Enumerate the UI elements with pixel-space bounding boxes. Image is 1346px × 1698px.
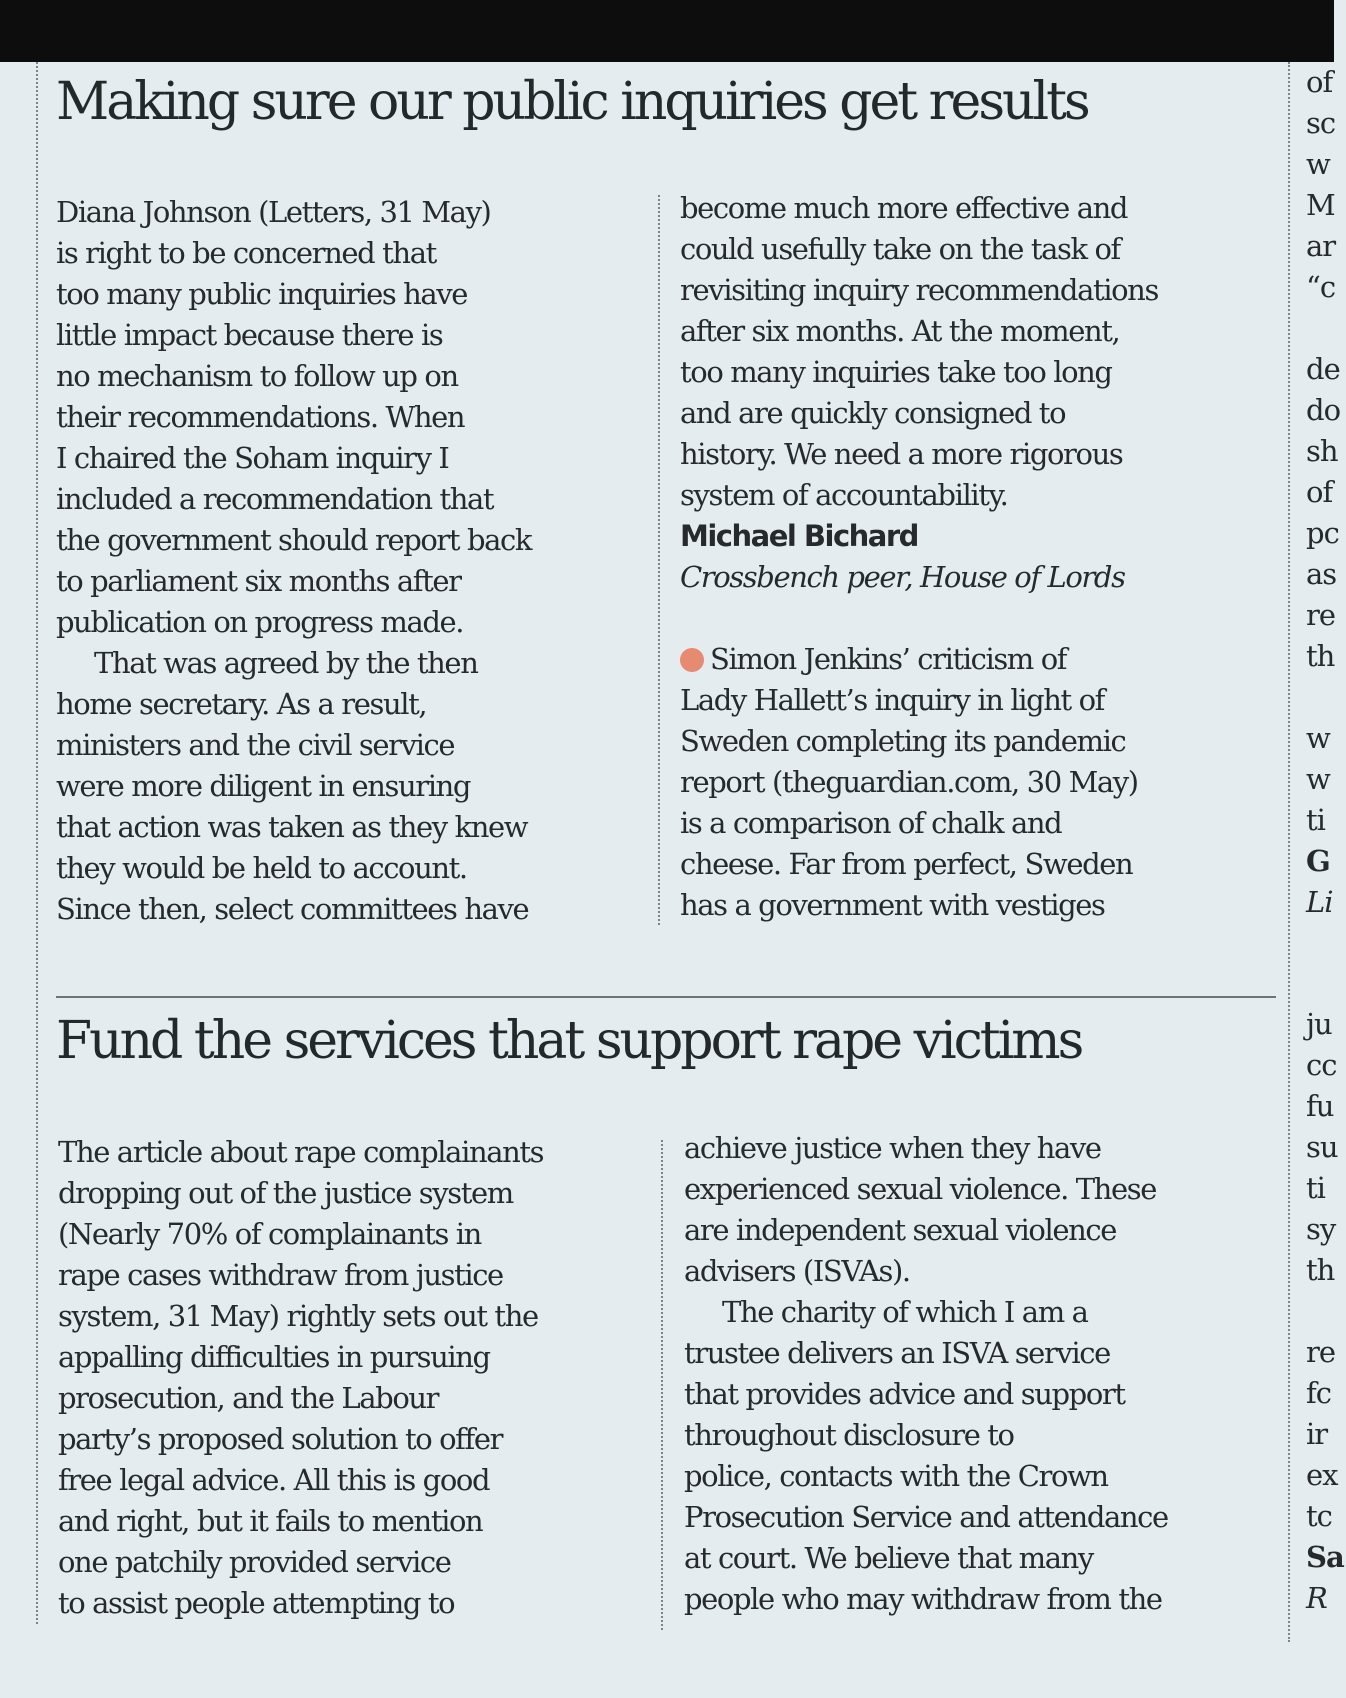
text-line: home secretary. As a result, bbox=[56, 687, 427, 721]
text-fragment: su bbox=[1306, 1130, 1338, 1164]
text-line: police, contacts with the Crown bbox=[684, 1459, 1108, 1493]
text-line: is a comparison of chalk and bbox=[680, 806, 1062, 840]
text-fragment: ti bbox=[1306, 803, 1325, 837]
letter-author-role: Crossbench peer, House of Lords bbox=[680, 560, 1125, 594]
text-line: rape cases withdraw from justice bbox=[58, 1258, 503, 1292]
text-fragment: ir bbox=[1306, 1417, 1328, 1451]
text-line: system, 31 May) rightly sets out the bbox=[58, 1299, 538, 1333]
letter1-column-1 bbox=[56, 192, 656, 930]
text-line: no mechanism to follow up on bbox=[56, 359, 458, 393]
text-line: cheese. Far from perfect, Sweden bbox=[680, 847, 1133, 881]
text-line: experienced sexual violence. These bbox=[684, 1172, 1156, 1206]
text-line: little impact because there is bbox=[56, 318, 443, 352]
text-fragment: of bbox=[1306, 475, 1333, 509]
text-line: are independent sexual violence bbox=[684, 1213, 1116, 1247]
text-line: achieve justice when they have bbox=[684, 1131, 1101, 1165]
text-fragment: fc bbox=[1306, 1376, 1331, 1410]
text-line: were more diligent in ensuring bbox=[56, 769, 471, 803]
text-fragment bbox=[1306, 677, 1346, 718]
text-line: publication on progress made. bbox=[56, 605, 464, 639]
text-line: could usefully take on the task of bbox=[680, 232, 1120, 266]
text-fragment: pc bbox=[1306, 516, 1339, 550]
text-line: and are quickly consigned to bbox=[680, 396, 1066, 430]
text-line: appalling difficulties in pursuing bbox=[58, 1340, 490, 1374]
text-line: revisiting inquiry recommendations bbox=[680, 273, 1158, 307]
text-line: that provides advice and support bbox=[684, 1377, 1125, 1411]
text-line: party’s proposed solution to offer bbox=[58, 1422, 503, 1456]
text-line: Since then, select committees have bbox=[56, 892, 529, 926]
text-line: free legal advice. All this is good bbox=[58, 1463, 490, 1497]
text-line: the government should report back bbox=[56, 523, 532, 557]
text-fragment: sy bbox=[1306, 1212, 1336, 1246]
text-fragment: ti bbox=[1306, 1171, 1325, 1205]
text-line: too many inquiries take too long bbox=[680, 355, 1112, 389]
text-line: Diana Johnson (Letters, 31 May) bbox=[56, 195, 491, 229]
scan-top-border bbox=[0, 0, 1334, 62]
text-fragment: tc bbox=[1306, 1499, 1332, 1533]
text-line: That was agreed by the then bbox=[94, 646, 478, 680]
text-line: that action was taken as they knew bbox=[56, 810, 528, 844]
text-line: Prosecution Service and attendance bbox=[684, 1500, 1168, 1534]
column-rule-middle-bottom bbox=[661, 1140, 663, 1630]
text-line: Sweden completing its pandemic bbox=[680, 724, 1126, 758]
letter2-column-2 bbox=[684, 1128, 1284, 1620]
text-line: Lady Hallett’s inquiry in light of bbox=[680, 683, 1104, 717]
text-fragment: Sa bbox=[1306, 1540, 1344, 1574]
text-fragment: th bbox=[1306, 1253, 1335, 1287]
text-fragment: do bbox=[1306, 393, 1341, 427]
text-fragment: ex bbox=[1306, 1458, 1338, 1492]
text-line: has a government with vestiges bbox=[680, 888, 1105, 922]
text-fragment: th bbox=[1306, 639, 1335, 673]
text-line: (Nearly 70% of complainants in bbox=[58, 1217, 481, 1251]
text-fragment bbox=[1306, 308, 1346, 349]
text-fragment: R bbox=[1306, 1581, 1327, 1615]
cropped-column-top bbox=[1306, 62, 1346, 923]
column-rule-left bbox=[36, 62, 38, 1624]
text-line: one patchily provided service bbox=[58, 1545, 451, 1579]
text-fragment bbox=[1306, 1291, 1346, 1332]
text-fragment: sh bbox=[1306, 434, 1338, 468]
letter2-column-1 bbox=[58, 1132, 658, 1624]
text-fragment: fu bbox=[1306, 1089, 1334, 1123]
text-line: The charity of which I am a bbox=[722, 1295, 1088, 1329]
text-line: prosecution, and the Labour bbox=[58, 1381, 439, 1415]
headline-rape-victims: Fund the services that support rape victims bbox=[56, 1011, 1082, 1071]
text-line: Simon Jenkins’ criticism of bbox=[710, 642, 1067, 676]
text-line: dropping out of the justice system bbox=[58, 1176, 513, 1210]
text-fragment: of bbox=[1306, 65, 1333, 99]
headline-public-inquiries: Making sure our public inquiries get results bbox=[56, 72, 1088, 132]
text-fragment: as bbox=[1306, 557, 1337, 591]
column-rule-middle-top bbox=[658, 195, 660, 925]
text-fragment: Li bbox=[1306, 885, 1333, 919]
text-line: I chaired the Soham inquiry I bbox=[56, 441, 449, 475]
text-fragment: “c bbox=[1306, 270, 1336, 304]
text-fragment: w bbox=[1306, 721, 1330, 755]
text-fragment: sc bbox=[1306, 106, 1336, 140]
text-fragment: re bbox=[1306, 1335, 1336, 1369]
text-line: throughout disclosure to bbox=[684, 1418, 1014, 1452]
article-divider bbox=[56, 996, 1276, 998]
text-line: The article about rape complainants bbox=[58, 1135, 544, 1169]
text-line: after six months. At the moment, bbox=[680, 314, 1120, 348]
text-fragment: M bbox=[1306, 188, 1335, 222]
text-line: become much more effective and bbox=[680, 191, 1128, 225]
text-line: at court. We believe that many bbox=[684, 1541, 1093, 1575]
letter-author: Michael Bichard bbox=[680, 519, 918, 553]
text-line: report (theguardian.com, 30 May) bbox=[680, 765, 1138, 799]
text-line: trustee delivers an ISVA service bbox=[684, 1336, 1110, 1370]
text-fragment: G bbox=[1306, 844, 1330, 878]
letter-bullet-icon bbox=[680, 648, 704, 672]
text-line: too many public inquiries have bbox=[56, 277, 468, 311]
text-line: included a recommendation that bbox=[56, 482, 494, 516]
text-line: is right to be concerned that bbox=[56, 236, 436, 270]
text-line: to parliament six months after bbox=[56, 564, 461, 598]
text-line: ministers and the civil service bbox=[56, 728, 455, 762]
text-line: to assist people attempting to bbox=[58, 1586, 455, 1620]
text-line: people who may withdraw from the bbox=[684, 1582, 1162, 1616]
text-line: system of accountability. bbox=[680, 478, 1008, 512]
column-rule-right bbox=[1288, 62, 1290, 1642]
text-fragment: cc bbox=[1306, 1048, 1337, 1082]
text-line: and right, but it fails to mention bbox=[58, 1504, 483, 1538]
text-line: their recommendations. When bbox=[56, 400, 465, 434]
text-fragment: w bbox=[1306, 762, 1330, 796]
text-fragment: w bbox=[1306, 147, 1330, 181]
letter-start bbox=[680, 639, 1280, 680]
text-fragment: de bbox=[1306, 352, 1340, 386]
text-fragment: ju bbox=[1306, 1007, 1332, 1041]
letter1-column-2 bbox=[680, 188, 1280, 926]
text-line: advisers (ISVAs). bbox=[684, 1254, 910, 1288]
text-fragment: re bbox=[1306, 598, 1336, 632]
text-line: history. We need a more rigorous bbox=[680, 437, 1123, 471]
text-fragment: ar bbox=[1306, 229, 1336, 263]
cropped-column-bottom bbox=[1306, 1004, 1346, 1619]
text-line: they would be held to account. bbox=[56, 851, 467, 885]
